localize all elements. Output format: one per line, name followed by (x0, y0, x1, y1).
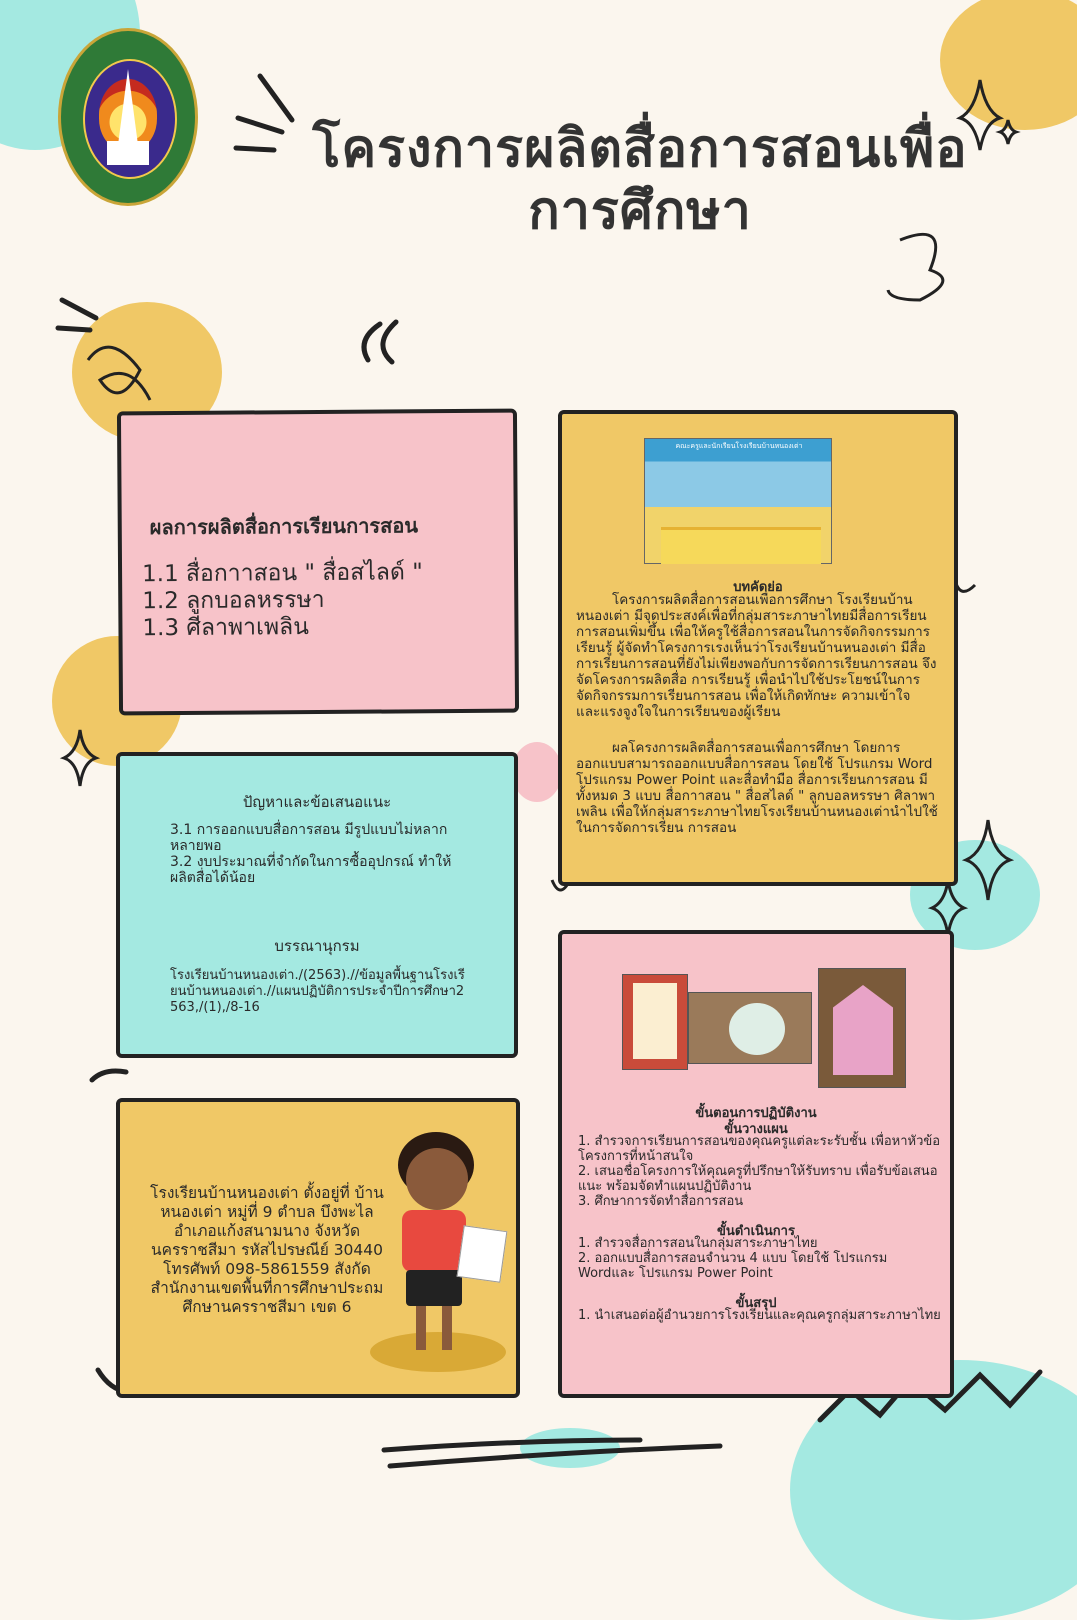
steps-heading: ขั้นตอนการปฏิบัติงาน (695, 1106, 817, 1121)
school-info-text: โรงเรียนบ้านหนองเต่า ตั้งอยู่ที่ บ้านหนองเต่า หมู่ที่ 9 ตำบล บึงพะไล อำเภอแก้งสนามนาง จังหวัดนครราชสีมา รหัสไปรษณีย์ 30440 โทรศัพท์ 098-5861559 สังกัดสำนักงานเขตพื้นที่การศึกษาประถมศึกษานครราชสีมา เขต 6 (150, 1184, 384, 1316)
title-line-2: การศึกษา (528, 180, 752, 241)
results-card (117, 409, 519, 716)
abstract-heading: บทคัดย่อ (733, 580, 783, 595)
child-shirt (402, 1210, 466, 1272)
school-info-card (116, 1098, 520, 1398)
results-list (142, 559, 423, 642)
problems-card (116, 752, 518, 1058)
media-photo-slides (622, 974, 688, 1070)
do-item: 2. ออกแบบสื่อการสอนจำนวน 4 แบบ โดยใช้ โปรแกรม Wordและ โปรแกรม Power Point (578, 1251, 888, 1281)
steps-card (558, 930, 954, 1398)
plan-item: 1. สำรวจการเรียนการสอนของคุณครูแต่ละระรับชั้น เพื่อหาหัวข้อโครงการที่หน้าสนใจ (578, 1134, 941, 1164)
logo-emblem (83, 59, 177, 179)
do-heading: ขั้นดำเนินการ (717, 1224, 795, 1239)
title-line-1: โครงการผลิตสื่อการสอนเพื่อ (312, 118, 968, 179)
photo-banner-text: คณะครูและนักเรียนโรงเรียนบ้านหนองเต่า (675, 442, 803, 450)
bibliography-text: โรงเรียนบ้านหนองเต่า./(2563).//ข้อมูลพื้นฐานโรงเรียนบ้านหนองเต่า.//แผนปฏิบัติการประจำปีการศึกษา2563,/(1),/8-16 (170, 968, 465, 1015)
results-item: 1.2 ลูกบอลหรรษา (142, 586, 325, 615)
problems-item: 3.2 งบประมาณที่จำกัดในการซื้ออุปกรณ์ ทำให้ผลิตสื่อได้น้อย (170, 854, 452, 886)
abstract-paragraph-1: โครงการผลิตสื่อการสอนเพื่อการศึกษา โรงเรียนบ้านหนองเต่า มีจุดประสงค์เพื่อที่กลุ่มสาระภาษาไทยมีสื่อการเรียนการสอนเพิ่มขึ้น เพื่อให้ครูใช้สื่อการสอนในการจัดกิจกรรมการเรียนรู้ ผู้จัดทำโครงการเรงเห็นว่าโรงเรียนบ้านหนองเต่า มีสื่อ การเรียนการสอนที่ยังไม่เพียงพอกับการจัดการเรียนการสอน จึงจัดโครงการผลิตสื่อ การเรียนรู้ เพื่อนำไปใช้ประโยชน์ในการ จัดกิจกรรมการเรียนการสอน เพื่อให้เกิดทักษะ ความเข้าใจ และแรงจูงใจในการเรียนของผู้เรียน (576, 592, 937, 720)
child-leg-left (416, 1306, 426, 1350)
page-title (260, 118, 1020, 242)
problems-item: 3.1 การออกแบบสื่อการสอน มีรูปแบบไม่หลากหลายพอ (170, 822, 448, 854)
bibliography-heading: บรรณานุกรม (274, 937, 360, 955)
plan-list (578, 1134, 942, 1209)
do-item: 1. สำรวจสื่อการสอนในกลุ่มสาระภาษาไทย (578, 1236, 818, 1251)
plan-heading: ขั้นวางแผน (724, 1122, 788, 1137)
child-leg-right (442, 1306, 452, 1350)
summary-item: 1. นำเสนอต่อผู้อำนวยการโรงเรียนและคุณครูกลุ่มสาระภาษาไทย (578, 1308, 941, 1323)
plan-item: 3. ศึกษาการจัดทำสื่อการสอน (578, 1194, 744, 1209)
abstract-card (558, 410, 958, 886)
child-shorts (406, 1270, 462, 1306)
media-photo-ball (688, 992, 812, 1064)
summary-heading: ขั้นสรุป (735, 1296, 777, 1311)
problems-heading: ปัญหาและข้อเสนอแนะ (242, 793, 392, 811)
photo-table (661, 527, 821, 564)
child-face (406, 1148, 468, 1210)
child-illustration (390, 1132, 510, 1362)
ball-shape (729, 1003, 785, 1055)
plan-item: 2. เสนอชื่อโครงการให้คุณครูที่ปรึกษาให้รับทราบ เพื่อรับข้อเสนอแนะ พร้อมจัดทำแผนปฏิบัติงาน (578, 1164, 938, 1194)
abstract-paragraph-2: ผลโครงการผลิตสื่อการสอนเพื่อการศึกษา โดยการออกแบบสามารถออกแบบสื่อการสอน โดยใช้ โปรแกรม Word โปรแกรม Power Point และสื่อทำมือ สื่อการเรียนการสอน มีทั้งหมด 3 แบบ สื่อกาาสอน " สื่อสไลด์ " ลูกบอลหรรษา ศิลาพาเพลิน เพื่อให้กลุ่มสาระภาษาไทยโรงเรียนบ้านหนองเต่านำไปใช้ในการจัดการเรียน การสอน (576, 740, 938, 836)
event-photo (644, 438, 832, 564)
results-item: 1.1 สื่อกาาสอน " สื่อสไลด์ " (141, 559, 423, 588)
child-paper (457, 1225, 508, 1283)
results-heading: ผลการผลิตสื่อการเรียนการสอน (149, 513, 419, 540)
board-house (833, 985, 893, 1075)
results-item: 1.3 ศีลาพาเพลิน (142, 614, 309, 642)
logo-base (107, 141, 149, 165)
slides-card (633, 983, 677, 1059)
summary-list (578, 1308, 942, 1323)
university-logo (58, 28, 198, 206)
do-list (578, 1236, 942, 1281)
problems-list (170, 822, 460, 886)
media-photo-board (818, 968, 906, 1088)
